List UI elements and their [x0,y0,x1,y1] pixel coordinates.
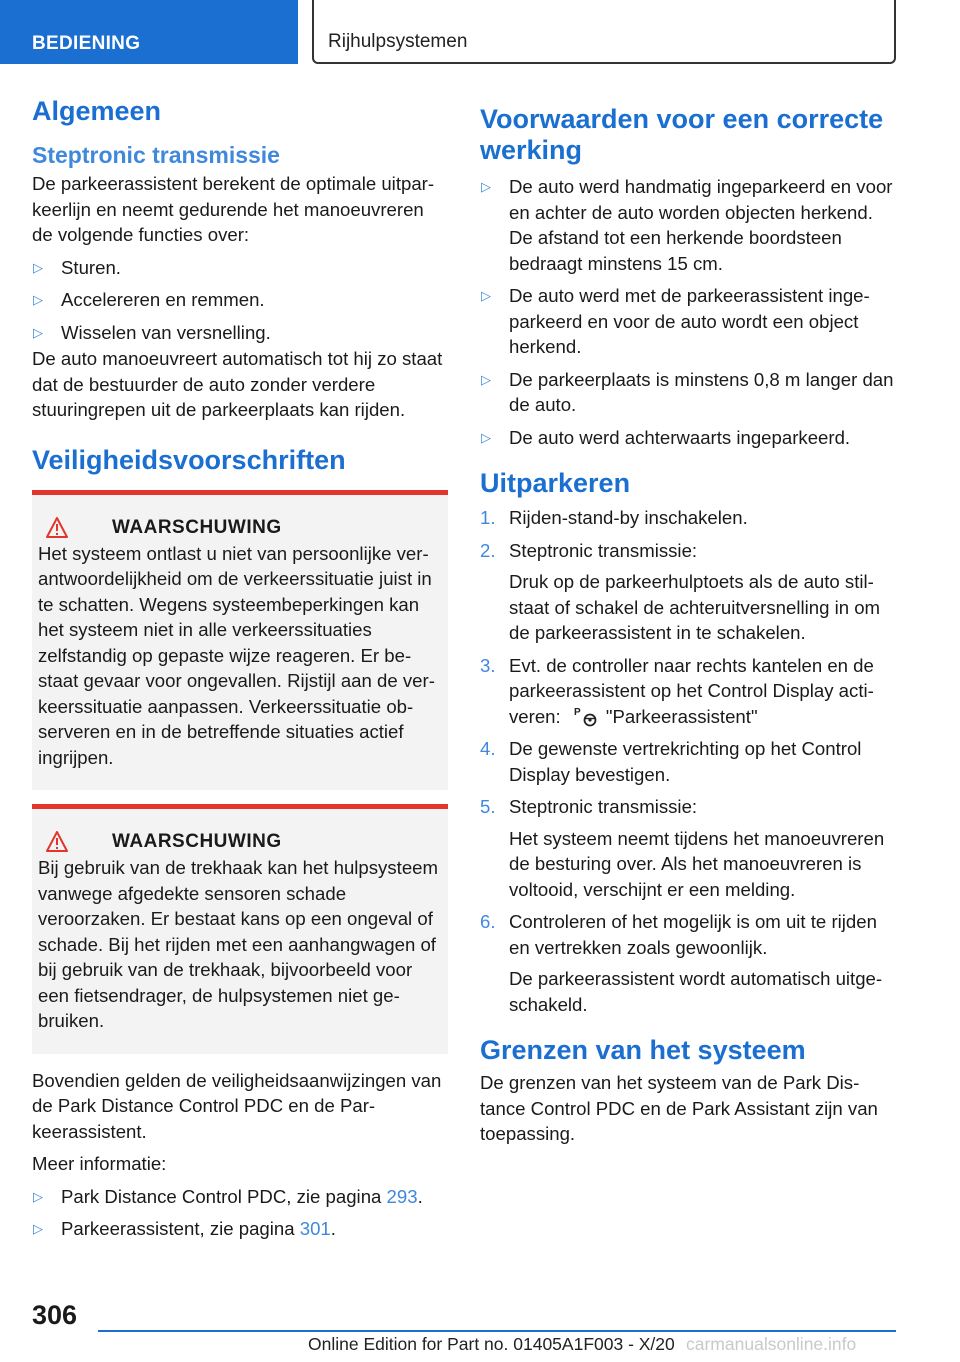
triangle-right-icon: ▷ [33,1188,43,1204]
step-subtext: De parkeerassistent wordt automatisch uitgeschakeld. [509,968,883,1015]
warning-triangle-icon [46,517,86,539]
conditions-list [480,174,896,450]
heading-exit: Uitparkeren [480,468,631,498]
more-info-label: Meer informatie: [32,1153,167,1174]
step-item: 1. Rijden-stand-by inschakelen. [480,507,748,528]
also-applies-paragraph: Bovendien gelden de veiligheidsaanwijzingen van de Park Distance Control PDC en de Parkeerassistent. [32,1069,442,1142]
heading-steptronic: Steptronic transmissie [32,142,280,168]
warning-box [32,490,448,791]
park-assist-icon [574,705,602,727]
page-link-301[interactable]: 301 [299,1218,331,1239]
warning-text: Het systeem ontlast u niet van persoonlijke verantwoordelijkheid om de verkeerssituatie juist in te schatten. Wegens systeembeperkingen kan het systeem niet in alle verkeerssituaties zelfstandig op gepaste wijze reageren. Er bestaat gevaar voor ongevallen. Rijstijl aan de verkeerssituatie aanpassen. Verkeerssituatie observeren en in de betreffende situaties actief ingrijpen. [38,542,435,768]
right-column [480,96,896,1154]
left-column [32,96,448,1249]
step-item: 6. Controleren of het mogelijk is om uit te rijden en vertrekken zoals gewoonlijk. De parkeerassistent wordt automatisch uitgeschakeld. [480,909,896,1017]
footer-divider [98,1330,896,1332]
warning-header [38,517,440,539]
menu-item-text: "Parkeerassistent" [605,705,758,727]
triangle-right-icon: ▷ [481,288,491,303]
heading-conditions: Voorwaarden voor een correcte werking [480,104,884,165]
reference-list [32,1184,448,1242]
step-subtext: Druk op de parkeerhulptoets als de auto stilstaat of schakel de achteruitversnelling in om de parkeerassistent in te schakelen. [509,571,881,643]
list-item: ▷ Park Distance Control PDC, zie pagina 293. [32,1184,448,1210]
triangle-right-icon: ▷ [33,1221,43,1236]
warning-text: Bij gebruik van de trekhaak kan het hulpsysteem vanwege afgedekte sensoren schade veroorzaken. Er bestaat kans op een ongeval of schade. Bij het rijden met een aanhangwagen of bij gebruik van de trekhaak, bijvoorbeeld voor een fietsendrager, de hulpsystemen niet gebruiken. [38,857,438,1031]
triangle-right-icon: ▷ [481,179,491,194]
footer-edition: Online Edition for Part no. 01405A1F003 - X/20 [308,1334,675,1354]
heading-limits: Grenzen van het systeem [480,1035,806,1065]
step-item: 4. De gewenste vertrekrichting op het Control Display bevestigen. [480,738,862,785]
list-item: ▷ Sturen. [32,255,448,281]
triangle-right-icon: ▷ [33,324,43,340]
section-label: BEDIENING [32,33,141,54]
function-list [32,255,448,346]
warning-title: WAARSCHUWING [112,516,282,538]
header-box [312,0,896,64]
triangle-right-icon: ▷ [33,292,43,307]
list-item: ▷ De parkeerplaats is minstens 0,8 m langer dan de auto. [481,368,894,415]
page-number: 306 [32,1300,78,1330]
step-item: 2. Steptronic transmissie: Druk op de parkeerhulptoets als de auto stilstaat of schakel de achteruitversnelling in om de parkeerassistent in te schakelen. [480,538,896,646]
watermark: carmanualsonline.info [686,1334,857,1354]
heading-general: Algemeen [32,96,162,126]
warning-title: WAARSCHUWING [112,831,282,852]
warning-box [32,804,448,1054]
warning-triangle-icon [46,831,86,853]
heading-safety: Veiligheidsvoorschriften [32,444,346,475]
list-item: ▷ Wisselen van versnelling. [32,320,448,346]
step-subtext: Het systeem neemt tijdens het manoeuvreren de besturing over. Als het manoeuvreren is voltooid, verschijnt er een melding. [509,827,885,900]
list-item: ▷ Parkeerassistent, zie pagina 301. [32,1216,448,1242]
step-item: 3. Evt. de controller naar rechts kantelen en de parkeerassistent op het Control Display activeren: P "Parkeerassistent" [480,654,874,727]
triangle-right-icon: ▷ [481,429,491,445]
list-item: ▷ De auto werd achterwaarts ingeparkeerd. [480,425,896,451]
list-item: ▷ De auto werd handmatig ingeparkeerd en voor en achter de auto worden objecten herkend. De afstand tot een herkende boordsteen bedraagt minstens 15 cm. [481,176,893,274]
step-item: 5. Steptronic transmissie: Het systeem neemt tijdens het manoeuvreren de besturing over. Als het manoeuvreren is voltooid, verschijnt er een melding. [480,794,896,902]
svg-text:P: P [573,706,581,718]
list-item: ▷ Accelereren en remmen. [32,287,448,313]
triangle-right-icon: ▷ [481,371,491,387]
list-item: ▷ De auto werd met de parkeerassistent ingeparkeerd en voor de auto wordt een object herkend. [481,285,870,357]
warning-header [38,831,440,853]
intro-paragraph: De parkeerassistent berekent de optimale uitparkeerlijn en neemt gedurende het manoeuvreren de volgende functies over: [32,173,435,245]
triangle-right-icon: ▷ [33,259,43,275]
after-functions-paragraph: De auto manoeuvreert automatisch tot hij zo staat dat de bestuurder de auto zonder verdere stuuringrepen uit de parkeerplaats kan rijden. [32,348,443,420]
section-tab [0,0,298,64]
header-title: Rijhulpsystemen [328,31,468,52]
page-link-293[interactable]: 293 [386,1185,418,1207]
limits-paragraph: De grenzen van het systeem van de Park Distance Control PDC en de Park Assistant zijn van toepassing. [480,1072,878,1144]
exit-steps [480,505,896,1017]
